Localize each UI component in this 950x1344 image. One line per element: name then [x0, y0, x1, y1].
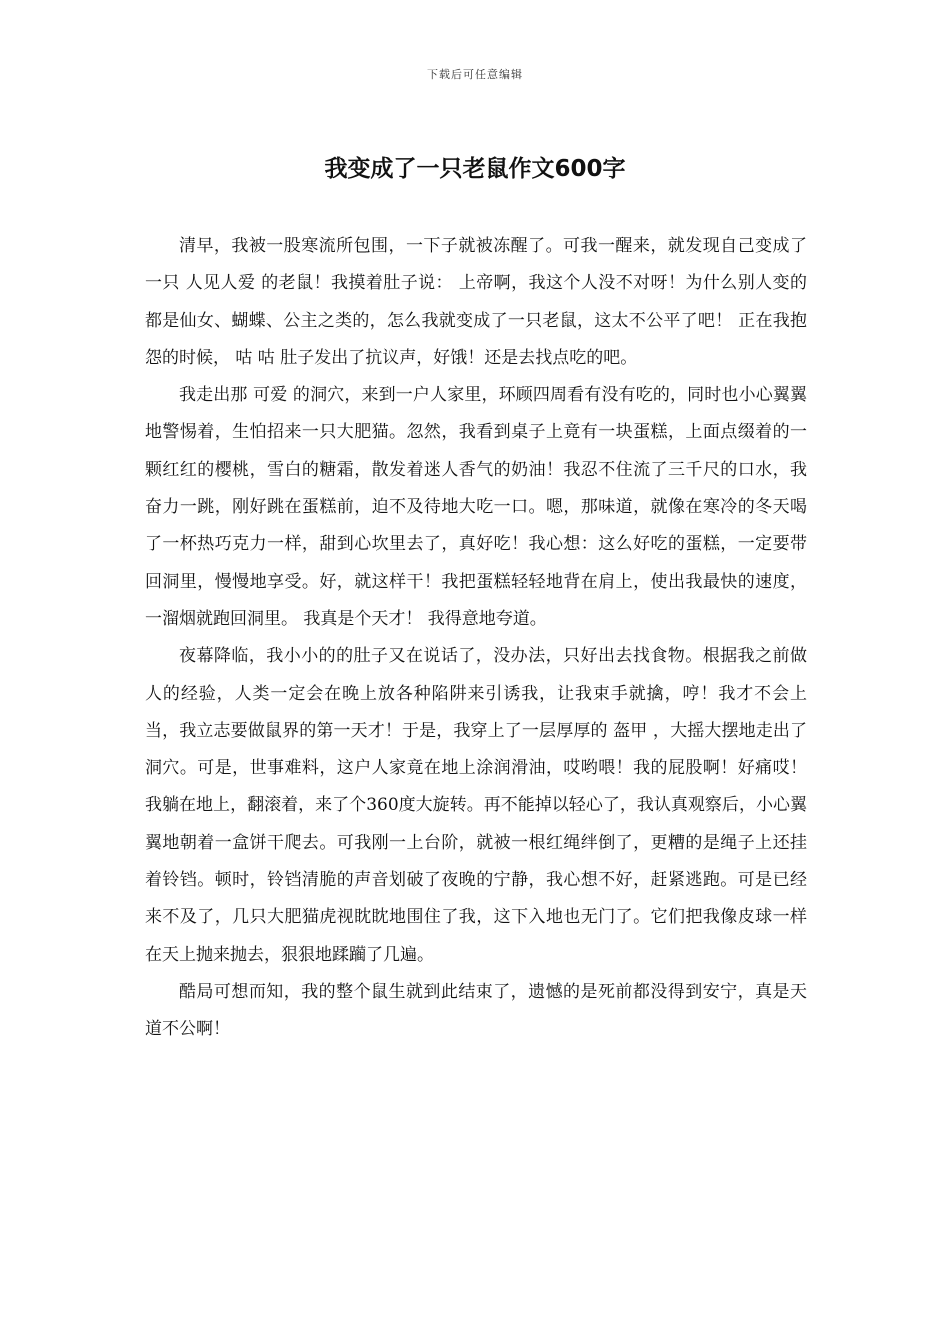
paragraph-4: 酷局可想而知，我的整个鼠生就到此结束了，遗憾的是死前都没得到安宁，真是天道不公啊！ [145, 981, 807, 1040]
paragraph-3: 夜幕降临，我小小的的肚子又在说话了，没办法，只好出去找食物。根据我之前做人的经验，人类一定会在晚上放各种陷阱来引诱我，让我束手就擒，哼！我才不会上当，我立志要做鼠界的第一天才！于是，我穿上了一层厚厚的 盔甲 ，大摇大摆地走出了洞穴。可是，世事难料，这户人家竟在地上涂润滑油，哎哟喂！我的屁股啊！好痛哎！ 我躺在地上，翻滚着，来了个360度大旋转。再不能掉以轻心了，我认真观察后，小心翼翼地朝着一盒饼干爬去。可我刚一上台阶，就被一根红绳绊倒了，更糟的是绳子上还挂着铃铛。顿时，铃铛清脆的声音划破了夜晚的宁静，我心想不好，赶紧逃跑。可是已经来不及了，几只大肥猫虎视眈眈地围住了我，这下入地也无门了。它们把我像皮球一样在天上抛来抛去，狠狠地蹂躏了几遍。 [145, 646, 807, 965]
header-note: 下载后可任意编辑 [427, 68, 523, 81]
page-title: 我变成了一只老鼠作文600字 [324, 156, 626, 182]
paragraph-1: 清早，我被一股寒流所包围，一下子就被冻醒了。可我一醒来，就发现自己变成了一只 人见人爱 的老鼠！我摸着肚子说： 上帝啊，我这个人没不对呀！为什么别人变的都是仙女、蝴蝶、公主之类的，怎么我就变成了一只老鼠，这太不公平了吧！ 正在我抱怨的时候， 咕 咕 肚子发出了抗议声，好饿！还是去找点吃的吧。 [145, 236, 807, 368]
essay-body [145, 228, 807, 1049]
paragraph-2: 我走出那 可爱 的洞穴，来到一户人家里，环顾四周看有没有吃的，同时也小心翼翼地警惕着，生怕招来一只大肥猫。忽然，我看到桌子上竟有一块蛋糕，上面点缀着的一颗红红的樱桃，雪白的糖霜，散发着迷人香气的奶油！我忍不住流了三千尺的口水，我奋力一跳，刚好跳在蛋糕前，迫不及待地大吃一口。嗯，那味道，就像在寒冷的冬天喝了一杯热巧克力一样，甜到心坎里去了，真好吃！我心想：这么好吃的蛋糕，一定要带回洞里，慢慢地享受。好，就这样干！我把蛋糕轻轻地背在肩上，使出我最快的速度，一溜烟就跑回洞里。 我真是个天才！ 我得意地夸道。 [145, 385, 807, 629]
